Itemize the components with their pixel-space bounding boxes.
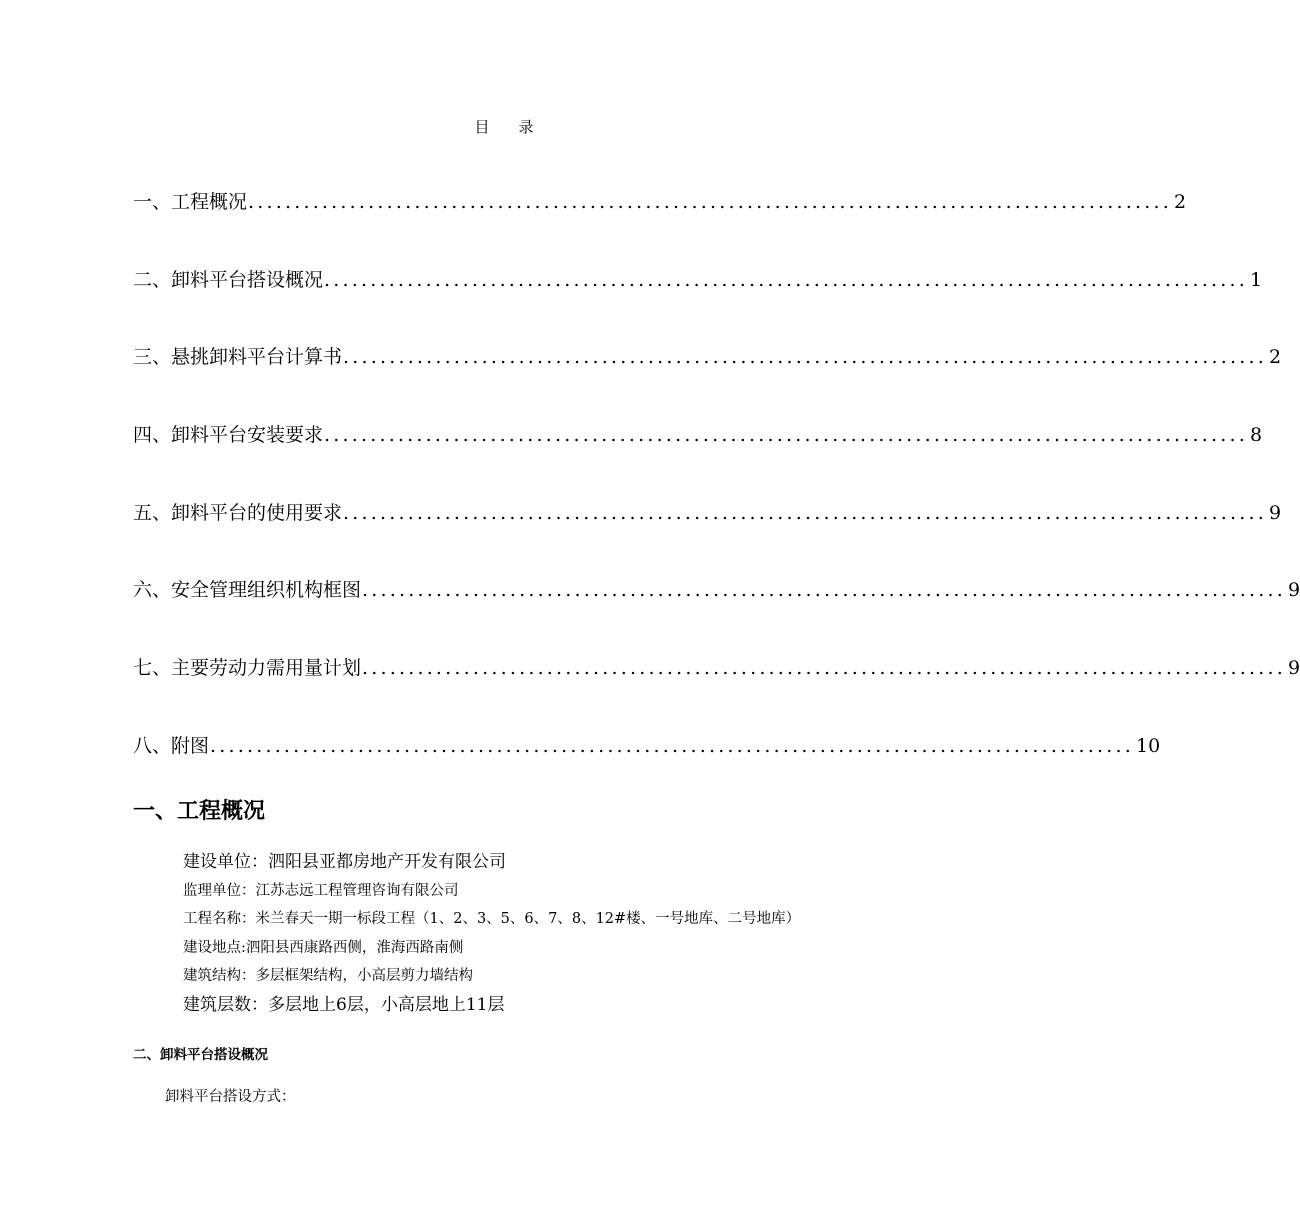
toc-leader-dots: .................................................................................................... (362, 657, 1286, 680)
toc-entry[interactable] (133, 499, 1282, 577)
toc-leader-dots: .................................................................................................... (362, 579, 1286, 602)
toc-entry-label: 六、安全管理组织机构框图 (133, 579, 362, 602)
info-line-project-name: 工程名称：米兰春天一期一标段工程（1、2、3、5、6、7、8、12#楼、一号地库、二号地库） (183, 911, 801, 928)
toc-leader-dots: .................................................................................................... (210, 734, 1134, 757)
toc-entry[interactable] (133, 266, 1263, 344)
info-line-supervisor: 监理单位：江苏志远工程管理咨询有限公司 (183, 882, 459, 899)
info-line-location: 建设地点:泗阳县西康路西侧，淮海西路南侧 (183, 939, 464, 956)
toc-entry-page: 9 (1268, 501, 1282, 524)
toc-entry[interactable] (133, 343, 1282, 421)
info-line-developer: 建设单位：泗阳县亚都房地产开发有限公司 (183, 852, 506, 872)
toc-entry-page: 9 (1287, 657, 1300, 680)
toc-entry-label: 四、卸料平台安装要求 (133, 424, 324, 447)
toc-entry-label: 八、附图 (133, 734, 210, 757)
toc-entry-page: 2 (1268, 346, 1282, 369)
toc-entry-page: 2 (1173, 191, 1187, 213)
toc-entry[interactable] (133, 421, 1263, 499)
toc-title: 目 录 (474, 118, 536, 136)
toc-entry[interactable] (133, 576, 1300, 654)
toc-entry-page: 1 (1249, 268, 1263, 291)
toc-entry[interactable] (133, 654, 1300, 732)
project-info-block (183, 848, 883, 1020)
info-line-floors: 建筑层数：多层地上6层，小高层地上11层 (183, 994, 505, 1015)
toc-entry[interactable] (133, 188, 1187, 266)
toc-entry-page: 10 (1135, 734, 1161, 757)
table-of-contents (133, 188, 1300, 810)
toc-leader-dots: .................................................................................................... (324, 424, 1248, 447)
info-line-structure: 建筑结构：多层框架结构，小高层剪力墙结构 (183, 968, 473, 985)
toc-leader-dots: .................................................................................................... (343, 501, 1267, 524)
section-heading-project-overview: 一、工程概况 (133, 799, 266, 824)
toc-leader-dots: .................................................................................................... (248, 191, 1172, 213)
toc-entry-page: 8 (1249, 424, 1263, 447)
toc-leader-dots: .................................................................................................... (343, 346, 1267, 369)
toc-entry-label: 五、卸料平台的使用要求 (133, 501, 343, 524)
toc-entry-label: 一、工程概况 (133, 191, 248, 213)
toc-entry-page: 9 (1287, 579, 1300, 602)
toc-entry-label: 二、卸料平台搭设概况 (133, 268, 324, 291)
toc-entry-label: 七、主要劳动力需用量计划 (133, 657, 362, 680)
toc-entry-label: 三、悬挑卸料平台计算书 (133, 346, 343, 369)
platform-setup-paragraph: 卸料平台搭设方式： (165, 1089, 296, 1105)
toc-leader-dots: .................................................................................................... (324, 268, 1248, 291)
section-heading-platform-setup: 二、卸料平台搭设概况 (133, 1047, 268, 1063)
